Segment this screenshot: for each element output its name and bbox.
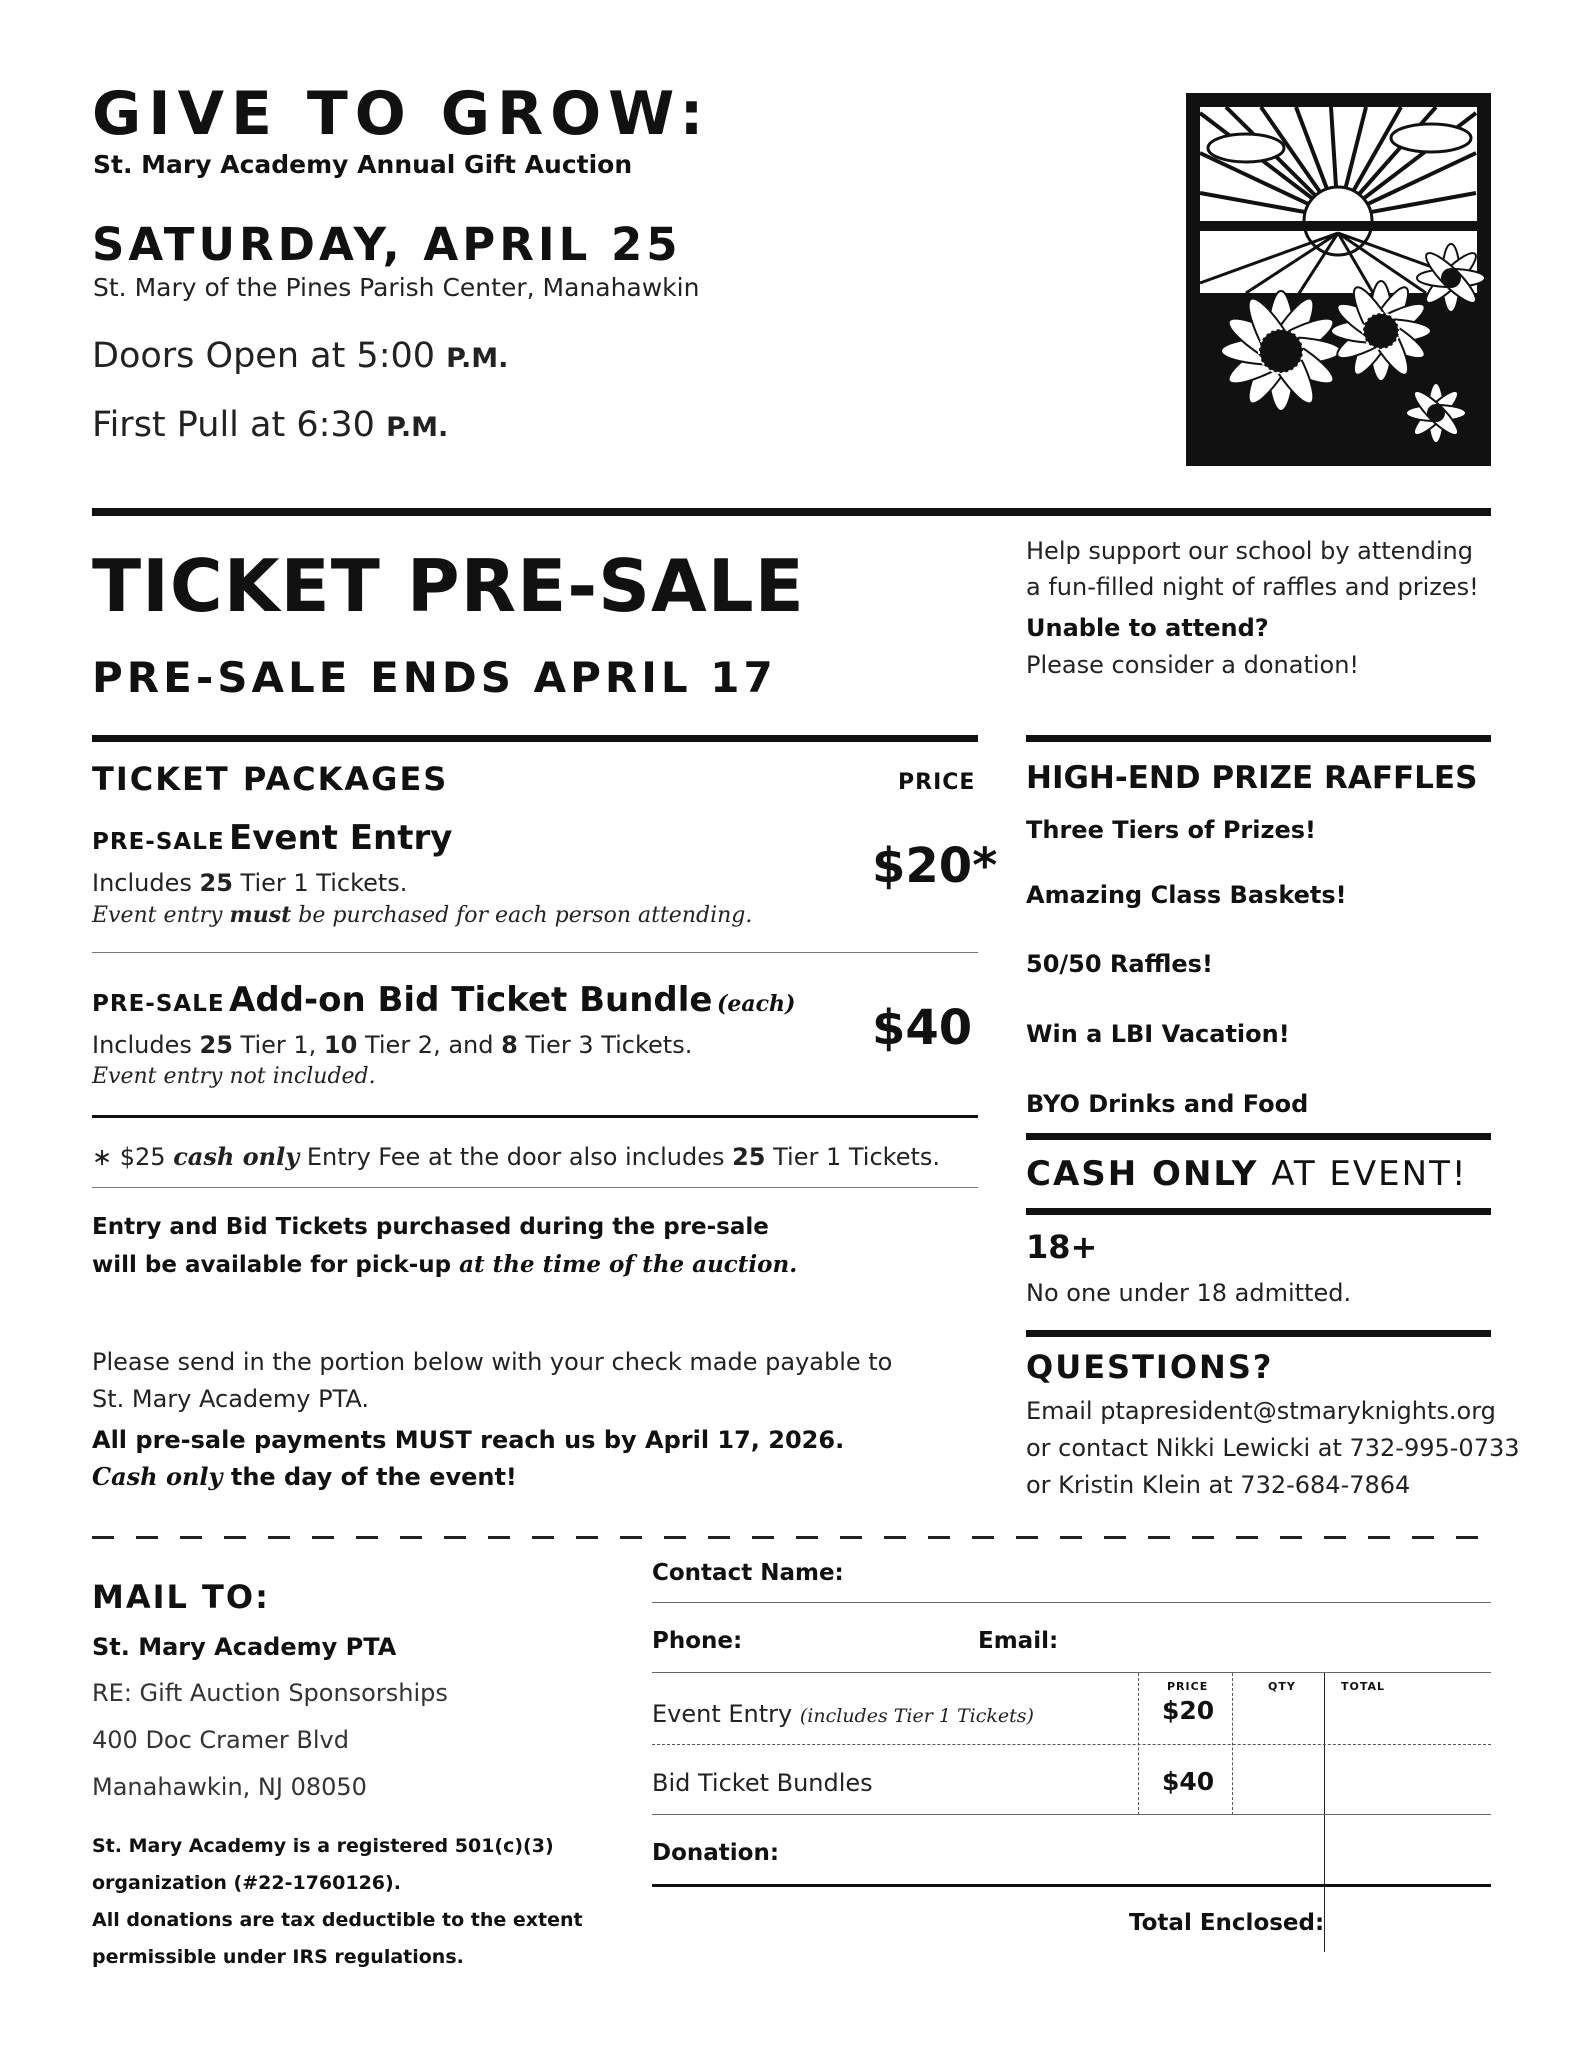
presale-ends: PRE-SALE ENDS APRIL 17 bbox=[92, 653, 777, 702]
entry-presale-prefix: PRE-SALE bbox=[92, 829, 225, 855]
pull-time: First Pull at 6:30 bbox=[92, 405, 375, 445]
payment-deadline: All pre-sale payments MUST reach us by April 17, 2026. bbox=[92, 1426, 845, 1454]
entry-inc-post: Tier 1 Tickets. bbox=[232, 869, 408, 897]
bundle-each: (each) bbox=[716, 991, 796, 1017]
bundle-price: $40 bbox=[872, 1000, 973, 1056]
header-divider bbox=[92, 508, 1491, 516]
entry-note-post: be purchased for each person attending. bbox=[291, 903, 753, 928]
unable-to-attend: Unable to attend? bbox=[1026, 614, 1269, 642]
price-heading: PRICE bbox=[898, 770, 976, 795]
entry-inc-pre: Includes bbox=[92, 869, 200, 897]
col-total-label: TOTAL bbox=[1341, 1680, 1386, 1693]
packages-mid-rule bbox=[92, 952, 978, 953]
door-cash-only: cash only bbox=[173, 1142, 300, 1171]
row-bid-bundles: Bid Ticket Bundles bbox=[652, 1769, 873, 1797]
presale-title: TICKET PRE-SALE bbox=[92, 544, 805, 628]
donation-label: Donation: bbox=[652, 1840, 780, 1866]
email-label: Email: bbox=[978, 1628, 1059, 1654]
send-instructions bbox=[92, 1344, 892, 1418]
mail-org: St. Mary Academy PTA bbox=[92, 1633, 397, 1661]
mail-heading: MAIL TO: bbox=[92, 1578, 270, 1616]
event-venue: St. Mary of the Pines Parish Center, Manahawkin bbox=[93, 273, 700, 302]
bundle-presale-prefix: PRE-SALE bbox=[92, 991, 225, 1017]
send-line-1: Please send in the portion below with your check made payable to bbox=[92, 1348, 893, 1376]
event-subtitle: St. Mary Academy Annual Gift Auction bbox=[93, 150, 633, 179]
pull-pm: P.M. bbox=[386, 412, 449, 443]
mail-street: 400 Doc Cramer Blvd bbox=[92, 1726, 349, 1754]
entry-package-title bbox=[92, 818, 452, 858]
doors-pm: P.M. bbox=[446, 343, 509, 374]
questions-heading: QUESTIONS? bbox=[1026, 1348, 1274, 1386]
raffle-item-4: Win a LBI Vacation! bbox=[1026, 1020, 1290, 1048]
raffle-item-1: Three Tiers of Prizes! bbox=[1026, 816, 1316, 844]
event-title: GIVE TO GROW: bbox=[92, 79, 711, 149]
phone-rule bbox=[652, 1672, 1491, 1673]
questions-line-2: or contact Nikki Lewicki at 732-995-0733 bbox=[1026, 1434, 1520, 1462]
row2-price: $40 bbox=[1162, 1767, 1215, 1796]
entry-note-bold: must bbox=[229, 902, 292, 928]
bundle-includes bbox=[92, 1031, 692, 1059]
doors-time: Doors Open at 5:00 bbox=[92, 336, 436, 376]
legal-line-3: All donations are tax deductible to the extent bbox=[92, 1909, 583, 1931]
age-requirement: 18+ bbox=[1026, 1228, 1098, 1266]
col-price-label: PRICE bbox=[1167, 1680, 1209, 1693]
mail-city: Manahawkin, NJ 08050 bbox=[92, 1773, 367, 1801]
questions-top-rule bbox=[1026, 1330, 1491, 1337]
pickup-line-2 bbox=[92, 1246, 797, 1284]
entry-inc-num: 25 bbox=[199, 869, 233, 897]
pickup-line-1: Entry and Bid Tickets purchased during the pre-sale bbox=[92, 1214, 769, 1240]
phone-field[interactable] bbox=[740, 1624, 970, 1660]
raffles-top-rule bbox=[1026, 735, 1491, 742]
contact-rule bbox=[652, 1602, 1491, 1603]
entry-note bbox=[92, 902, 752, 928]
cash-top-rule bbox=[1026, 1133, 1491, 1140]
age-note: No one under 18 admitted. bbox=[1026, 1279, 1352, 1307]
row-event-entry bbox=[652, 1700, 1034, 1728]
row1-qty-field[interactable] bbox=[1234, 1690, 1322, 1740]
bundle-name: Add-on Bid Ticket Bundle bbox=[229, 980, 713, 1020]
entry-includes bbox=[92, 869, 407, 897]
bundle-t2: Tier 2, and bbox=[357, 1031, 502, 1059]
row1-total-field[interactable] bbox=[1326, 1690, 1491, 1740]
total-enclosed-field[interactable] bbox=[1326, 1892, 1491, 1950]
tear-off-line bbox=[92, 1536, 1491, 1539]
total-enclosed-label: Total Enclosed: bbox=[1129, 1910, 1325, 1936]
bundle-n2: 10 bbox=[323, 1031, 358, 1059]
raffle-item-3: 50/50 Raffles! bbox=[1026, 950, 1213, 978]
mail-re: RE: Gift Auction Sponsorships bbox=[92, 1679, 448, 1707]
legal-line-2: organization (#22-1760126). bbox=[92, 1872, 401, 1894]
door-end: Tier 1 Tickets. bbox=[765, 1143, 941, 1171]
questions-line-1: Email ptapresident@stmaryknights.org bbox=[1026, 1397, 1496, 1425]
packages-bottom-rule bbox=[92, 1115, 978, 1118]
bundle-inc-pre: Includes bbox=[92, 1031, 200, 1059]
pickup-note bbox=[92, 1208, 797, 1284]
cash-only-rest: AT EVENT! bbox=[1258, 1154, 1468, 1194]
legal-line-4: permissible under IRS regulations. bbox=[92, 1946, 464, 1968]
row2-qty-field[interactable] bbox=[1234, 1750, 1322, 1810]
door-fee-rule bbox=[92, 1187, 978, 1188]
support-line-2: a fun-filled night of raffles and prizes! bbox=[1026, 573, 1479, 601]
pickup-line-2-pre: will be available for pick-up bbox=[92, 1252, 460, 1278]
door-fee bbox=[92, 1142, 940, 1171]
cash-day-ital: Cash only bbox=[92, 1462, 223, 1491]
phone-label: Phone: bbox=[652, 1628, 743, 1654]
raffle-item-2: Amazing Class Baskets! bbox=[1026, 881, 1347, 909]
row2-total-field[interactable] bbox=[1326, 1750, 1491, 1810]
bundle-package-title bbox=[92, 980, 795, 1020]
bundle-t1: Tier 1, bbox=[232, 1031, 324, 1059]
donation-rule bbox=[652, 1884, 1491, 1887]
door-mid: Entry Fee at the door also includes bbox=[299, 1143, 733, 1171]
packages-heading: TICKET PACKAGES bbox=[92, 760, 449, 798]
legal-line-1: St. Mary Academy is a registered 501(c)(3) bbox=[92, 1835, 554, 1857]
contact-name-field[interactable] bbox=[820, 1556, 1491, 1592]
row1-rule bbox=[652, 1744, 1491, 1745]
entry-note-pre: Event entry bbox=[92, 903, 230, 928]
cash-only-banner bbox=[1026, 1154, 1467, 1194]
bundle-n1: 25 bbox=[199, 1031, 233, 1059]
raffles-heading: HIGH-END PRIZE RAFFLES bbox=[1026, 760, 1478, 796]
entry-price: $20* bbox=[872, 838, 998, 894]
support-line-1: Help support our school by attending bbox=[1026, 537, 1473, 565]
packages-top-rule bbox=[92, 735, 978, 742]
event-date: SATURDAY, APRIL 25 bbox=[92, 218, 682, 271]
donation-request: Please consider a donation! bbox=[1026, 651, 1360, 679]
door-num: 25 bbox=[732, 1143, 766, 1171]
row1-note: (includes Tier 1 Tickets) bbox=[799, 1705, 1034, 1727]
entry-name: Event Entry bbox=[229, 818, 453, 858]
cash-only-bold: CASH ONLY bbox=[1026, 1154, 1259, 1194]
row1-price: $20 bbox=[1162, 1696, 1215, 1725]
first-pull bbox=[92, 405, 448, 445]
questions-contact bbox=[1026, 1393, 1520, 1504]
donation-total-field[interactable] bbox=[1326, 1820, 1491, 1882]
door-star: ∗ $25 bbox=[92, 1143, 174, 1171]
bundle-t3: Tier 3 Tickets. bbox=[517, 1031, 693, 1059]
doors-open bbox=[92, 336, 508, 376]
cash-bottom-rule bbox=[1026, 1208, 1491, 1215]
mail-legal bbox=[92, 1828, 583, 1976]
pickup-line-2-ital: at the time of the auction. bbox=[459, 1251, 798, 1278]
row2-rule bbox=[652, 1814, 1491, 1815]
email-field[interactable] bbox=[1060, 1624, 1491, 1660]
support-text bbox=[1026, 533, 1479, 605]
row1-label: Event Entry bbox=[652, 1700, 800, 1728]
questions-line-3: or Kristin Klein at 732-684-7864 bbox=[1026, 1471, 1411, 1499]
contact-name-label: Contact Name: bbox=[652, 1560, 844, 1586]
bundle-n3: 8 bbox=[501, 1031, 518, 1059]
bundle-note: Event entry not included. bbox=[92, 1064, 376, 1089]
cash-day-rest: the day of the event! bbox=[222, 1463, 517, 1491]
sunflower-woodcut-illustration bbox=[1186, 93, 1491, 466]
col-qty-label: QTY bbox=[1268, 1680, 1296, 1693]
cash-day-of bbox=[92, 1462, 517, 1491]
send-line-2: St. Mary Academy PTA. bbox=[92, 1385, 370, 1413]
raffle-item-5: BYO Drinks and Food bbox=[1026, 1090, 1309, 1118]
